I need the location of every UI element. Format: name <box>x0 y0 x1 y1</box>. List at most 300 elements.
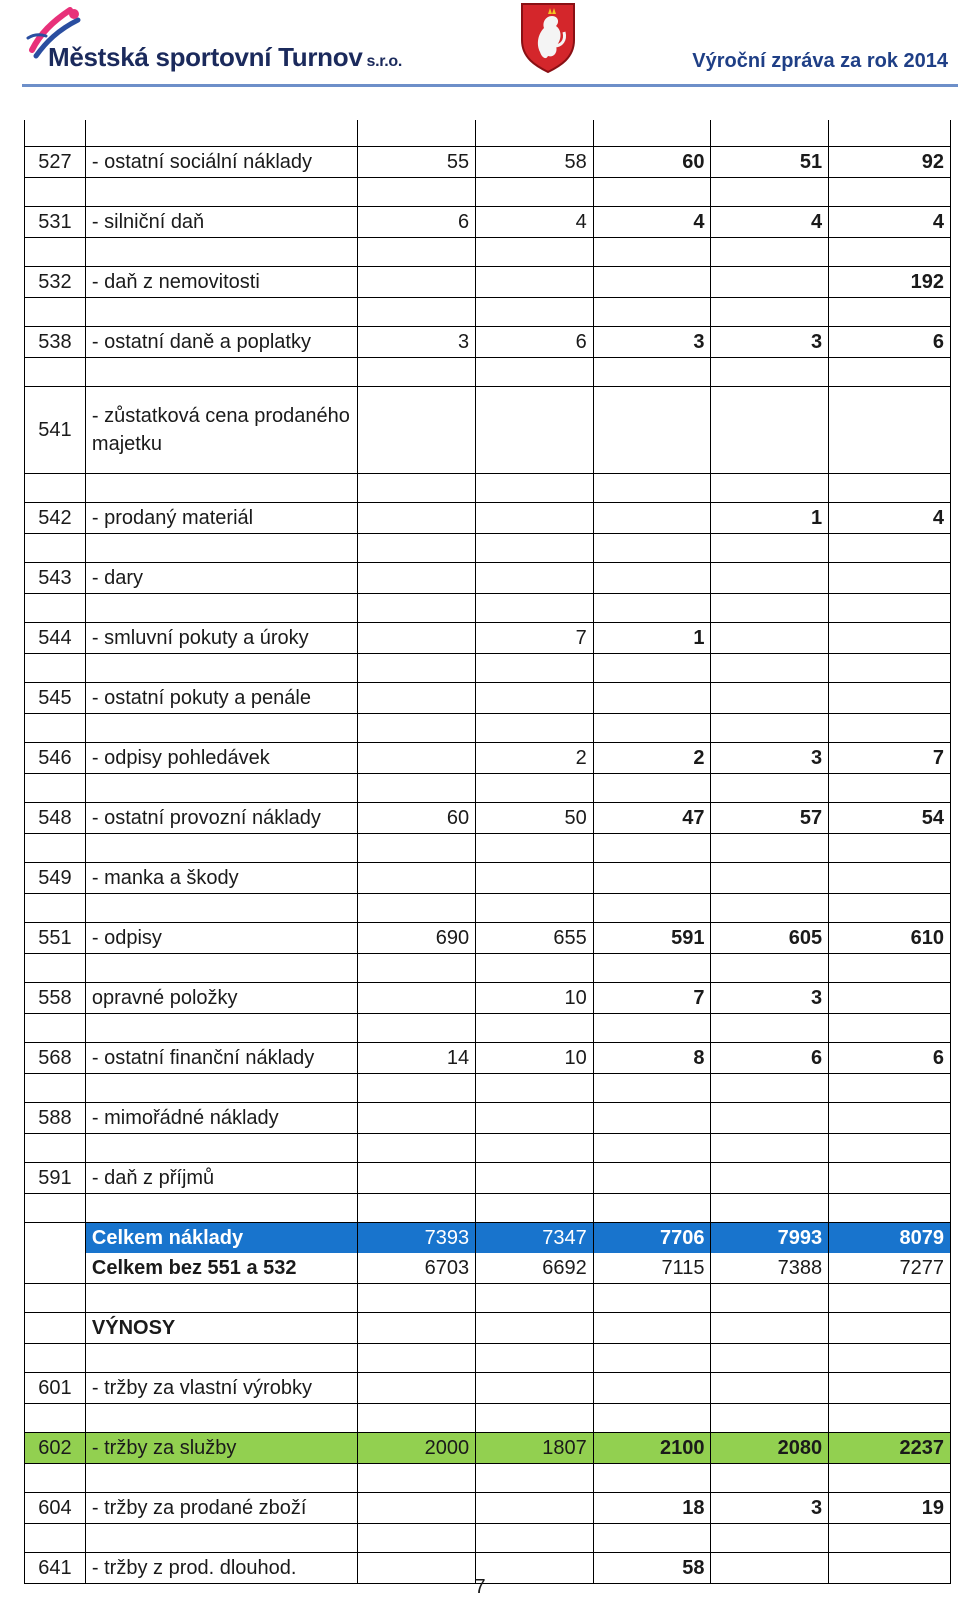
account-code: 543 <box>25 563 86 594</box>
table-row <box>25 147 951 178</box>
value-cell <box>711 563 829 594</box>
account-name: - ostatní sociální náklady <box>85 147 358 178</box>
table-cell-empty <box>85 1404 358 1433</box>
table-cell-empty <box>476 594 594 623</box>
value-cell <box>476 563 594 594</box>
table-cell-empty <box>85 774 358 803</box>
table-cell-empty <box>593 834 711 863</box>
table-row <box>25 1163 951 1194</box>
value-cell: 4 <box>593 207 711 238</box>
table-cell-empty <box>593 298 711 327</box>
value-cell: 2080 <box>711 1433 829 1464</box>
table-cell-empty <box>711 298 829 327</box>
table-cell-empty <box>85 1284 358 1313</box>
table-spacer-row <box>25 1134 951 1163</box>
account-code: 568 <box>25 1043 86 1074</box>
table-cell-empty <box>85 238 358 267</box>
value-cell: 655 <box>476 923 594 954</box>
table-cell-empty <box>358 358 476 387</box>
table-cell-empty <box>358 1284 476 1313</box>
value-cell: 6 <box>358 207 476 238</box>
account-code: 527 <box>25 147 86 178</box>
value-cell <box>593 683 711 714</box>
table-cell-empty <box>25 714 86 743</box>
table-row <box>25 623 951 654</box>
table-cell-empty <box>85 1524 358 1553</box>
table-cell-empty <box>593 1134 711 1163</box>
table-cell-empty <box>711 1074 829 1103</box>
table-cell-empty <box>593 1014 711 1043</box>
table-spacer-row <box>25 834 951 863</box>
table-cell-empty <box>476 954 594 983</box>
account-code: 604 <box>25 1493 86 1524</box>
value-cell: 2 <box>476 743 594 774</box>
table-cell-empty <box>593 594 711 623</box>
table-cell-empty <box>829 1134 951 1163</box>
table-cell-empty <box>829 774 951 803</box>
value-cell <box>593 387 711 474</box>
account-code: 548 <box>25 803 86 834</box>
value-cell: 1 <box>593 623 711 654</box>
table-cell-empty <box>829 1284 951 1313</box>
value-cell: 60 <box>593 147 711 178</box>
account-name: - tržby za vlastní výrobky <box>85 1373 358 1404</box>
value-cell: 3 <box>711 1493 829 1524</box>
table-cell-empty <box>829 120 951 147</box>
account-name: - tržby z prod. dlouhod. <box>85 1553 358 1584</box>
account-name: - daň z nemovitosti <box>85 267 358 298</box>
total-costs-row <box>25 1223 951 1254</box>
account-code: 541 <box>25 387 86 474</box>
table-cell-empty <box>25 654 86 683</box>
value-cell: 7 <box>829 743 951 774</box>
table-cell-empty <box>476 1344 594 1373</box>
value-cell <box>358 983 476 1014</box>
table-cell-empty <box>829 714 951 743</box>
value-cell <box>829 563 951 594</box>
table-cell-empty <box>85 954 358 983</box>
value-cell <box>593 863 711 894</box>
table-cell-empty <box>358 954 476 983</box>
table-cell-empty <box>711 1404 829 1433</box>
table-cell-empty <box>711 834 829 863</box>
account-name: - manka a škody <box>85 863 358 894</box>
table-cell-empty <box>711 238 829 267</box>
value-cell: 7706 <box>593 1223 711 1254</box>
account-code: 542 <box>25 503 86 534</box>
table-cell-empty <box>25 1134 86 1163</box>
table-cell-empty <box>25 1404 86 1433</box>
table-cell-empty <box>85 834 358 863</box>
table-cell-empty <box>85 298 358 327</box>
value-cell: 4 <box>476 207 594 238</box>
table-cell-empty <box>85 1464 358 1493</box>
table-row <box>25 743 951 774</box>
value-cell <box>476 1103 594 1134</box>
value-cell <box>476 1163 594 1194</box>
table-cell-empty <box>593 358 711 387</box>
table-cell-empty <box>358 774 476 803</box>
value-cell: 3 <box>593 327 711 358</box>
table-cell-empty <box>593 714 711 743</box>
account-code: 538 <box>25 327 86 358</box>
table-cell-empty <box>711 954 829 983</box>
table-cell-empty <box>711 1194 829 1223</box>
table-cell-empty <box>593 238 711 267</box>
table-cell-empty <box>476 1284 594 1313</box>
value-cell <box>711 1313 829 1344</box>
table-cell-empty <box>476 894 594 923</box>
table-cell-empty <box>85 178 358 207</box>
table-cell-empty <box>829 1014 951 1043</box>
value-cell <box>829 863 951 894</box>
table-cell-empty <box>25 534 86 563</box>
value-cell: 50 <box>476 803 594 834</box>
table-cell-empty <box>25 1524 86 1553</box>
account-code: 544 <box>25 623 86 654</box>
table-cell-empty <box>711 714 829 743</box>
table-cell-empty <box>25 594 86 623</box>
table-cell-empty <box>476 654 594 683</box>
account-name: - ostatní finanční náklady <box>85 1043 358 1074</box>
table-row <box>25 1373 951 1404</box>
account-name: - odpisy <box>85 923 358 954</box>
table-cell-empty <box>476 474 594 503</box>
table-cell-empty <box>25 1284 86 1313</box>
value-cell <box>476 1373 594 1404</box>
value-cell: 2 <box>593 743 711 774</box>
value-cell <box>711 683 829 714</box>
table-cell-empty <box>711 774 829 803</box>
value-cell: 6703 <box>358 1253 476 1284</box>
total-without-row <box>25 1253 951 1284</box>
table-cell-empty <box>593 654 711 683</box>
table-cell-empty <box>25 834 86 863</box>
value-cell: 7277 <box>829 1253 951 1284</box>
value-cell: 54 <box>829 803 951 834</box>
table-cell-empty <box>25 894 86 923</box>
table-cell-empty <box>711 534 829 563</box>
value-cell: 57 <box>711 803 829 834</box>
table-cell-empty <box>25 1344 86 1373</box>
table-cell-empty <box>25 474 86 503</box>
value-cell: 7388 <box>711 1253 829 1284</box>
value-cell: 1 <box>711 503 829 534</box>
account-name: - odpisy pohledávek <box>85 743 358 774</box>
table-cell-empty <box>829 834 951 863</box>
value-cell: 47 <box>593 803 711 834</box>
table-cell-empty <box>476 1074 594 1103</box>
company-suffix: s.r.o. <box>366 53 403 70</box>
table-spacer-row <box>25 894 951 923</box>
value-cell <box>593 563 711 594</box>
value-cell: 2100 <box>593 1433 711 1464</box>
table-cell-empty <box>25 120 86 147</box>
account-name: - mimořádné náklady <box>85 1103 358 1134</box>
table-cell-empty <box>85 1194 358 1223</box>
table-cell-empty <box>25 298 86 327</box>
value-cell <box>711 387 829 474</box>
value-cell: 7993 <box>711 1223 829 1254</box>
value-cell <box>476 503 594 534</box>
company-logo <box>22 4 442 74</box>
table-cell-empty <box>593 954 711 983</box>
table-cell-empty <box>829 594 951 623</box>
table-cell-empty <box>358 594 476 623</box>
account-name: - prodaný materiál <box>85 503 358 534</box>
table-cell-empty <box>358 298 476 327</box>
account-code: 531 <box>25 207 86 238</box>
table-cell-empty <box>476 714 594 743</box>
table-cell-empty <box>358 1404 476 1433</box>
table-cell-empty <box>476 178 594 207</box>
table-cell-empty <box>25 1194 86 1223</box>
account-name: - tržby za služby <box>85 1433 358 1464</box>
account-name: - tržby za prodané zboží <box>85 1493 358 1524</box>
value-cell: 55 <box>358 147 476 178</box>
table-spacer-row <box>25 238 951 267</box>
table-cell-empty <box>829 298 951 327</box>
table-cell-empty <box>25 954 86 983</box>
table-cell-empty <box>358 120 476 147</box>
table-spacer-row <box>25 1194 951 1223</box>
table-cell-empty <box>358 474 476 503</box>
table-cell-empty <box>476 1524 594 1553</box>
account-name: opravné položky <box>85 983 358 1014</box>
table-cell-empty <box>711 1344 829 1373</box>
table-row <box>25 1043 951 1074</box>
account-name: - zůstatková cena prodaného majetku <box>85 387 358 474</box>
table-cell-empty <box>85 534 358 563</box>
table-cell-empty <box>476 534 594 563</box>
table-spacer-row <box>25 474 951 503</box>
value-cell: 6 <box>711 1043 829 1074</box>
table-row <box>25 563 951 594</box>
table-cell-empty <box>85 654 358 683</box>
table-cell-empty <box>358 1014 476 1043</box>
table-spacer-row <box>25 178 951 207</box>
account-name: Celkem náklady <box>85 1223 358 1254</box>
value-cell: 2000 <box>358 1433 476 1464</box>
table-cell-empty <box>85 120 358 147</box>
table-cell-empty <box>711 474 829 503</box>
table-cell-empty <box>593 1524 711 1553</box>
table-cell-empty <box>593 1404 711 1433</box>
value-cell: 610 <box>829 923 951 954</box>
table-cell-empty <box>25 178 86 207</box>
table-spacer-row <box>25 534 951 563</box>
table-cell-empty <box>829 238 951 267</box>
value-cell <box>358 743 476 774</box>
value-cell <box>829 983 951 1014</box>
table-cell-empty <box>358 1134 476 1163</box>
financial-table <box>24 120 951 1584</box>
value-cell: 6 <box>829 327 951 358</box>
table-cell-empty <box>25 1074 86 1103</box>
table-spacer-row <box>25 654 951 683</box>
value-cell <box>476 1313 594 1344</box>
table-cell-empty <box>85 474 358 503</box>
value-cell: 3 <box>711 743 829 774</box>
value-cell: 7 <box>593 983 711 1014</box>
value-cell <box>358 1103 476 1134</box>
table-row <box>25 327 951 358</box>
value-cell: 8079 <box>829 1223 951 1254</box>
table-spacer-row <box>25 358 951 387</box>
table-spacer-row <box>25 1344 951 1373</box>
value-cell: 192 <box>829 267 951 298</box>
table-cell-empty <box>85 894 358 923</box>
table-cell-empty <box>25 238 86 267</box>
table-cell-empty <box>593 474 711 503</box>
page-number: 7 <box>474 1576 486 1598</box>
table-cell-empty <box>476 1194 594 1223</box>
company-name: Městská sportovní Turnov s.r.o. <box>48 42 403 72</box>
value-cell: 14 <box>358 1043 476 1074</box>
value-cell: 58 <box>476 147 594 178</box>
table-cell-empty <box>358 178 476 207</box>
table-cell-empty <box>85 1074 358 1103</box>
account-code: 601 <box>25 1373 86 1404</box>
value-cell <box>593 267 711 298</box>
value-cell: 4 <box>711 207 829 238</box>
table-cell-empty <box>593 1074 711 1103</box>
table-cell-empty <box>593 178 711 207</box>
table-cell-empty <box>829 894 951 923</box>
value-cell: 4 <box>829 503 951 534</box>
table-row <box>25 803 951 834</box>
table-cell-empty <box>829 1344 951 1373</box>
table-spacer-row <box>25 1074 951 1103</box>
table-spacer-row <box>25 594 951 623</box>
value-cell: 6692 <box>476 1253 594 1284</box>
value-cell <box>829 387 951 474</box>
value-cell <box>829 623 951 654</box>
value-cell <box>476 387 594 474</box>
value-cell: 8 <box>593 1043 711 1074</box>
table-spacer-row <box>25 120 951 147</box>
table-cell-empty <box>829 954 951 983</box>
table-cell-empty <box>711 1014 829 1043</box>
value-cell <box>711 1103 829 1134</box>
table-cell-empty <box>829 1464 951 1493</box>
table-cell-empty <box>358 534 476 563</box>
account-code <box>25 1313 86 1344</box>
table-cell-empty <box>25 358 86 387</box>
table-row <box>25 863 951 894</box>
table-cell-empty <box>711 178 829 207</box>
value-cell <box>829 1313 951 1344</box>
table-cell-empty <box>358 1194 476 1223</box>
table-spacer-row <box>25 1464 951 1493</box>
value-cell <box>358 683 476 714</box>
value-cell: 58 <box>593 1553 711 1584</box>
account-code: 602 <box>25 1433 86 1464</box>
value-cell: 7393 <box>358 1223 476 1254</box>
value-cell <box>358 503 476 534</box>
value-cell <box>476 1493 594 1524</box>
value-cell <box>829 683 951 714</box>
value-cell: 18 <box>593 1493 711 1524</box>
value-cell <box>829 1163 951 1194</box>
table-cell-empty <box>358 714 476 743</box>
value-cell <box>593 1373 711 1404</box>
bohemian-lion-crest-icon <box>518 0 578 74</box>
account-name: - ostatní daně a poplatky <box>85 327 358 358</box>
table-cell-empty <box>711 120 829 147</box>
account-code <box>25 1253 86 1284</box>
account-name: - daň z příjmů <box>85 1163 358 1194</box>
table-row <box>25 503 951 534</box>
table-cell-empty <box>85 714 358 743</box>
table-cell-empty <box>358 1524 476 1553</box>
value-cell <box>358 863 476 894</box>
table-cell-empty <box>829 534 951 563</box>
table-spacer-row <box>25 1404 951 1433</box>
account-name: - ostatní provozní náklady <box>85 803 358 834</box>
table-cell-empty <box>711 1464 829 1493</box>
value-cell: 3 <box>711 983 829 1014</box>
table-cell-empty <box>85 1134 358 1163</box>
table-cell-empty <box>85 1344 358 1373</box>
table-row <box>25 923 951 954</box>
value-cell: 7347 <box>476 1223 594 1254</box>
value-cell: 6 <box>829 1043 951 1074</box>
table-cell-empty <box>711 654 829 683</box>
table-spacer-row <box>25 954 951 983</box>
table-row <box>25 387 951 474</box>
table-cell-empty <box>829 1404 951 1433</box>
table-spacer-row <box>25 1014 951 1043</box>
value-cell <box>358 623 476 654</box>
value-cell: 3 <box>358 327 476 358</box>
account-name: Celkem bez 551 a 532 <box>85 1253 358 1284</box>
table-cell-empty <box>476 1464 594 1493</box>
value-cell: 7 <box>476 623 594 654</box>
table-cell-empty <box>593 120 711 147</box>
table-cell-empty <box>476 238 594 267</box>
table-cell-empty <box>476 1404 594 1433</box>
table-cell-empty <box>711 358 829 387</box>
table-cell-empty <box>593 534 711 563</box>
value-cell: 3 <box>711 327 829 358</box>
revenue-heading-row <box>25 1313 951 1344</box>
table-cell-empty <box>25 1464 86 1493</box>
table-cell-empty <box>476 1134 594 1163</box>
account-code: 588 <box>25 1103 86 1134</box>
header-divider <box>22 84 958 87</box>
table-spacer-row <box>25 1524 951 1553</box>
table-cell-empty <box>25 774 86 803</box>
table-cell-empty <box>358 1344 476 1373</box>
table-row <box>25 207 951 238</box>
value-cell <box>476 267 594 298</box>
value-cell: 10 <box>476 1043 594 1074</box>
account-name: - dary <box>85 563 358 594</box>
table-cell-empty <box>829 654 951 683</box>
table-cell-empty <box>358 1464 476 1493</box>
value-cell <box>593 1313 711 1344</box>
table-cell-empty <box>476 774 594 803</box>
table-cell-empty <box>358 1074 476 1103</box>
value-cell <box>829 1373 951 1404</box>
report-title: Výroční zpráva za rok 2014 <box>692 50 948 72</box>
value-cell: 2237 <box>829 1433 951 1464</box>
value-cell: 6 <box>476 327 594 358</box>
account-code: 545 <box>25 683 86 714</box>
table-row <box>25 1493 951 1524</box>
table-cell-empty <box>829 474 951 503</box>
